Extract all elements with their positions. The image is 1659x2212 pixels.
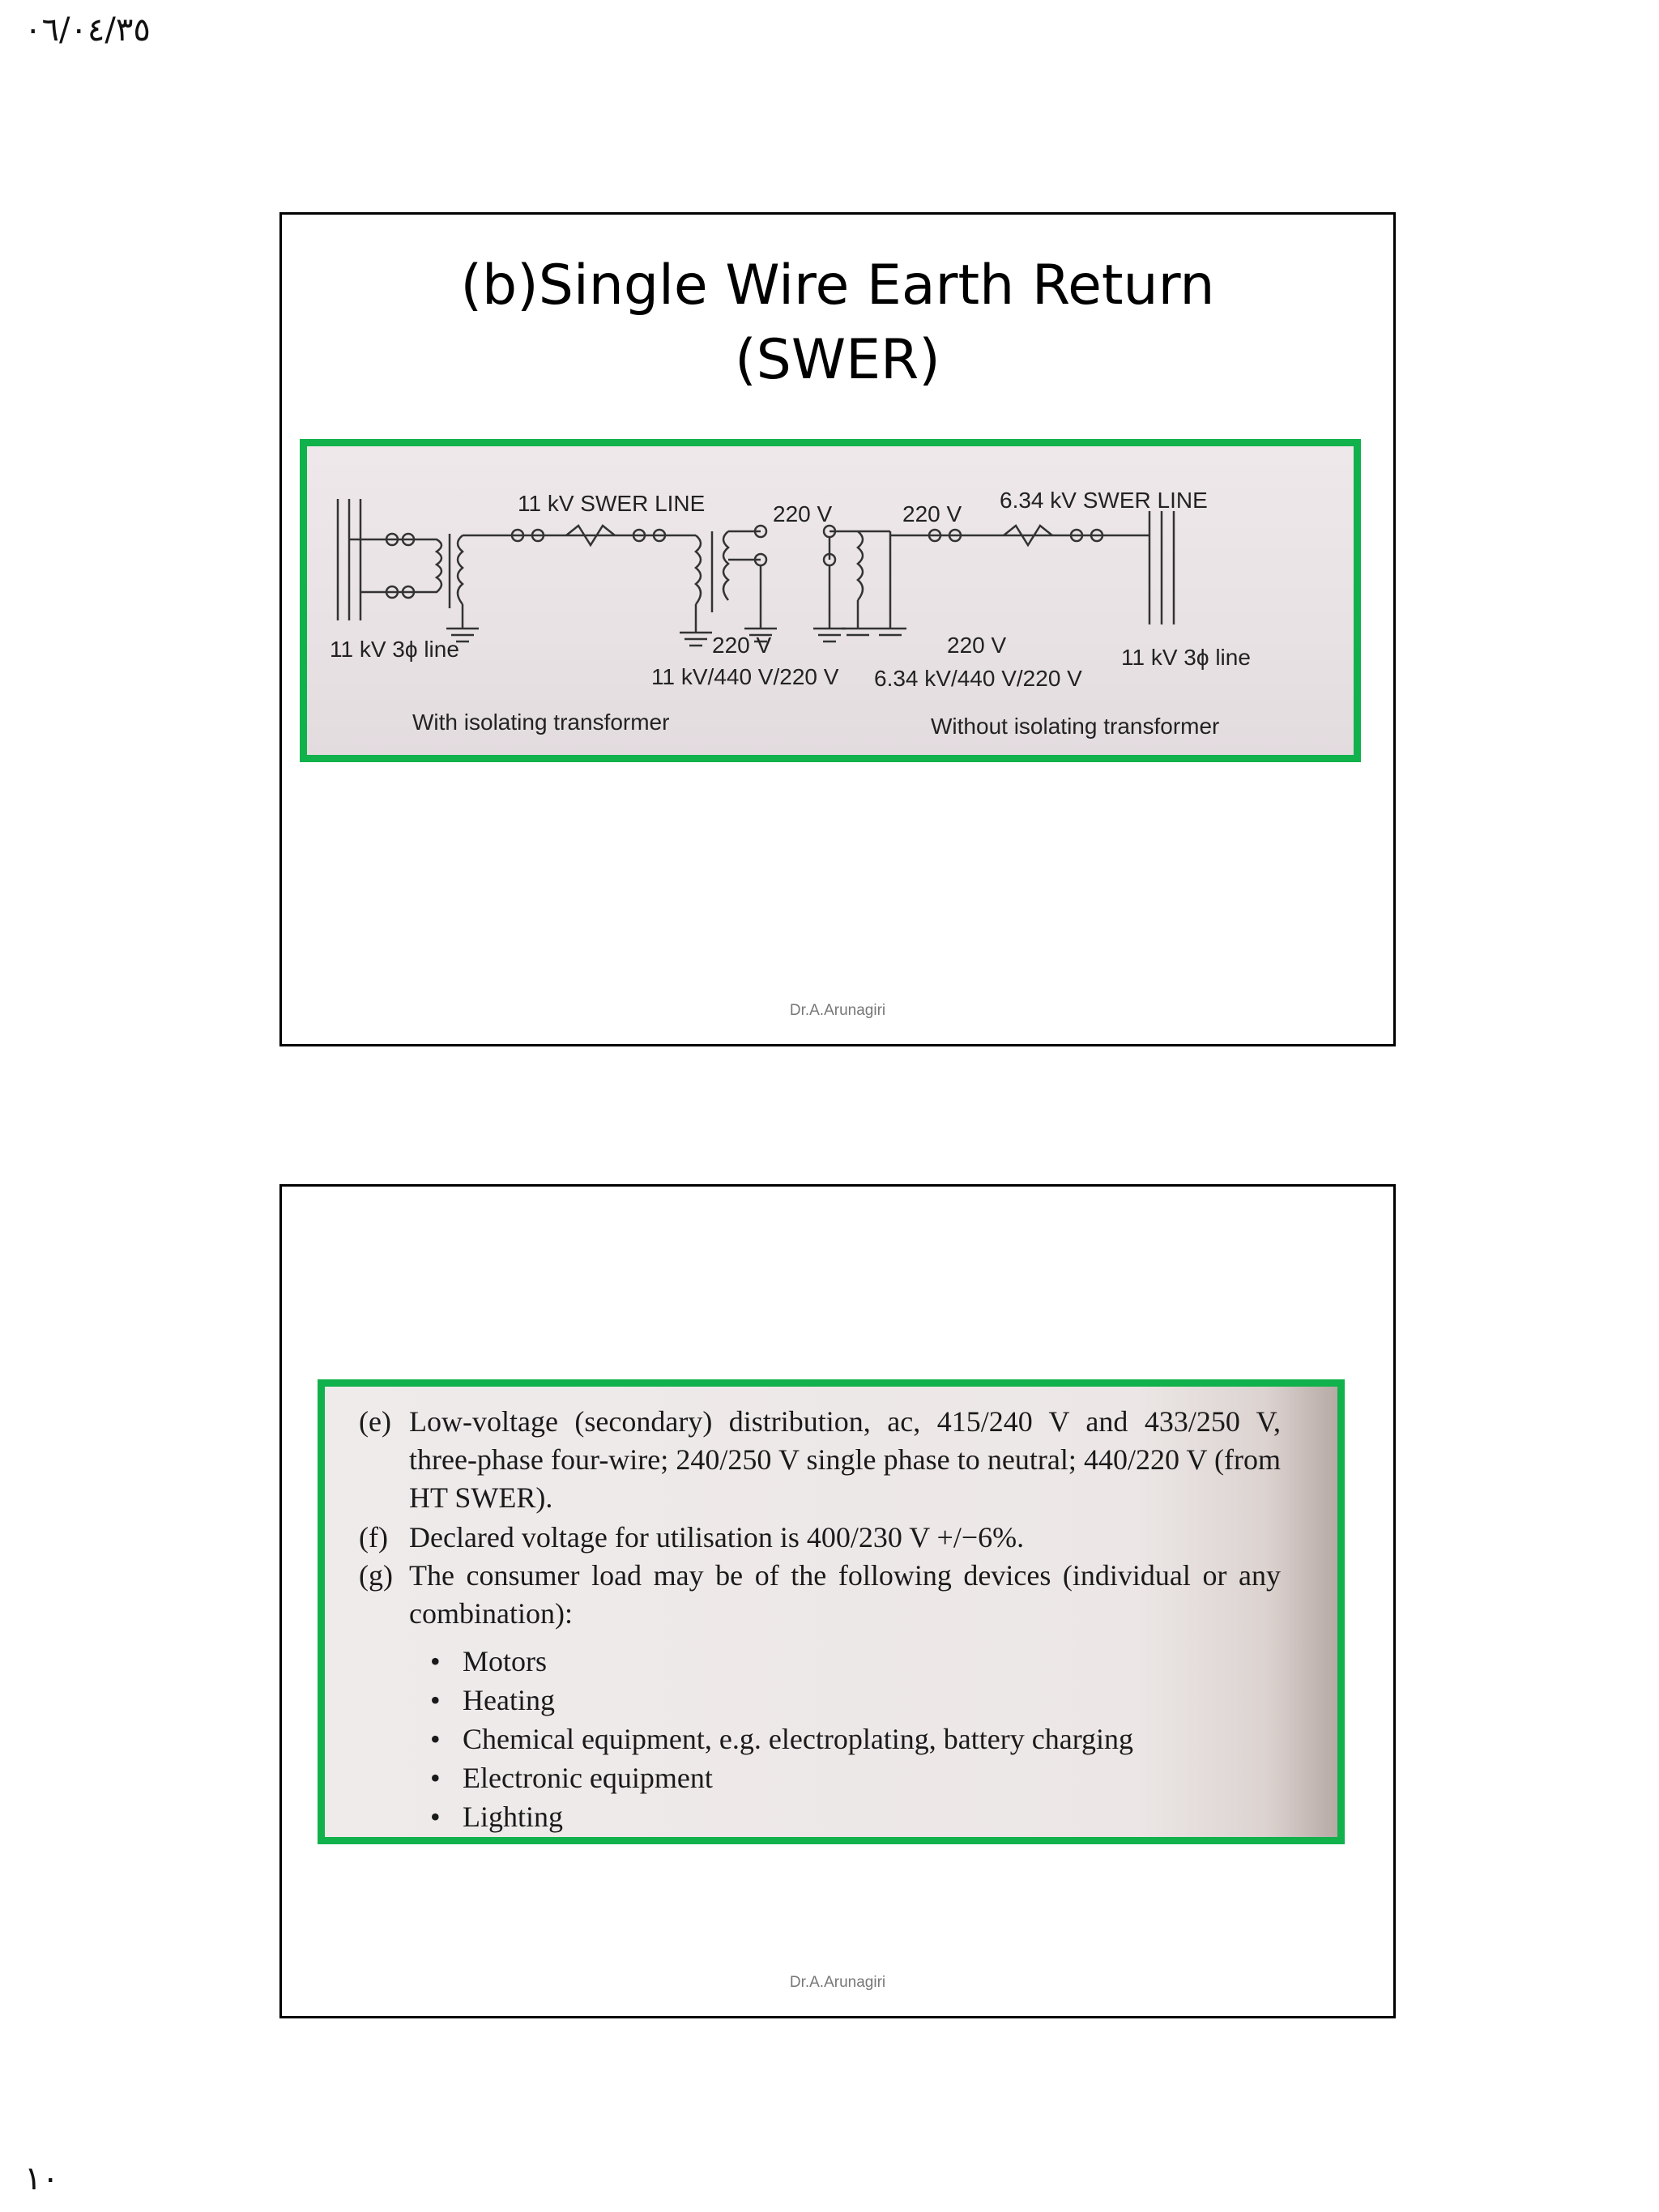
slide-footer: Dr.A.Arunagiri [789, 1974, 886, 1991]
slide-title [282, 249, 1393, 398]
list-item-f [359, 1519, 1281, 1557]
bullet-item: • Motors [430, 1642, 1133, 1681]
list-item-e [359, 1403, 1281, 1517]
load-device-list [430, 1642, 1133, 1836]
item-text: Low-voltage (secondary) distribution, ac, 415/240 V and 433/250 V, three-phase four-wire; 240/250 V single phase to neutral; 440/220 V (from HT SWER). [409, 1405, 1281, 1514]
textbook-excerpt [318, 1379, 1345, 1844]
item-label: (e) [359, 1405, 391, 1438]
caption-without-isolating: Without isolating transformer [931, 714, 1220, 739]
item-label: (g) [359, 1559, 393, 1592]
slide-swer-diagram [279, 212, 1396, 1046]
label-220v-b: 220 V [902, 501, 962, 526]
label-ratio-right: 6.34 kV/440 V/220 V [874, 666, 1082, 691]
swer-circuit-diagram [307, 446, 1354, 755]
label-left-swer: 11 kV SWER LINE [518, 491, 706, 516]
label-right-3phase: 11 kV 3ϕ line [1121, 645, 1251, 670]
item-label: (f) [359, 1521, 388, 1554]
isolating-primary-coil [420, 539, 441, 592]
label-220v-d: 220 V [947, 633, 1007, 658]
caption-with-isolating: With isolating transformer [412, 710, 670, 735]
item-text: Declared voltage for utilisation is 400/230 V +/−6%. [409, 1521, 1025, 1554]
slide-footer: Dr.A.Arunagiri [789, 1002, 886, 1019]
slide-voltage-levels [279, 1184, 1396, 2018]
left-dist-primary-coil [696, 535, 701, 604]
item-text: The consumer load may be of the following devices (individual or any combination): [409, 1559, 1281, 1630]
list-item-g [359, 1557, 1281, 1633]
bullet-item: • Electronic equipment [430, 1758, 1133, 1797]
bullet-item: • Lighting [430, 1797, 1133, 1836]
left-dist-secondary-coil [723, 531, 728, 600]
label-220v-c: 220 V [712, 633, 772, 658]
label-left-3phase: 11 kV 3ϕ line [330, 637, 459, 662]
label-220v-a: 220 V [773, 501, 833, 526]
bullet-item: • Heating [430, 1681, 1133, 1720]
page-number: ١٠ [24, 2160, 59, 2197]
isolating-secondary-coil [458, 535, 463, 604]
bullet-item: • Chemical equipment, e.g. electroplating, battery charging [430, 1720, 1133, 1758]
autotransformer-coil [858, 531, 863, 600]
slide-title-line2: (SWER) [735, 328, 940, 392]
slide-title-line1: (b)Single Wire Earth Return [460, 254, 1215, 318]
label-right-swer: 6.34 kV SWER LINE [1000, 488, 1208, 513]
label-ratio-left: 11 kV/440 V/220 V [651, 664, 839, 689]
swer-diagram-figure [300, 439, 1361, 762]
page-date: ٠٦/٠٤/٣٥ [24, 11, 151, 49]
